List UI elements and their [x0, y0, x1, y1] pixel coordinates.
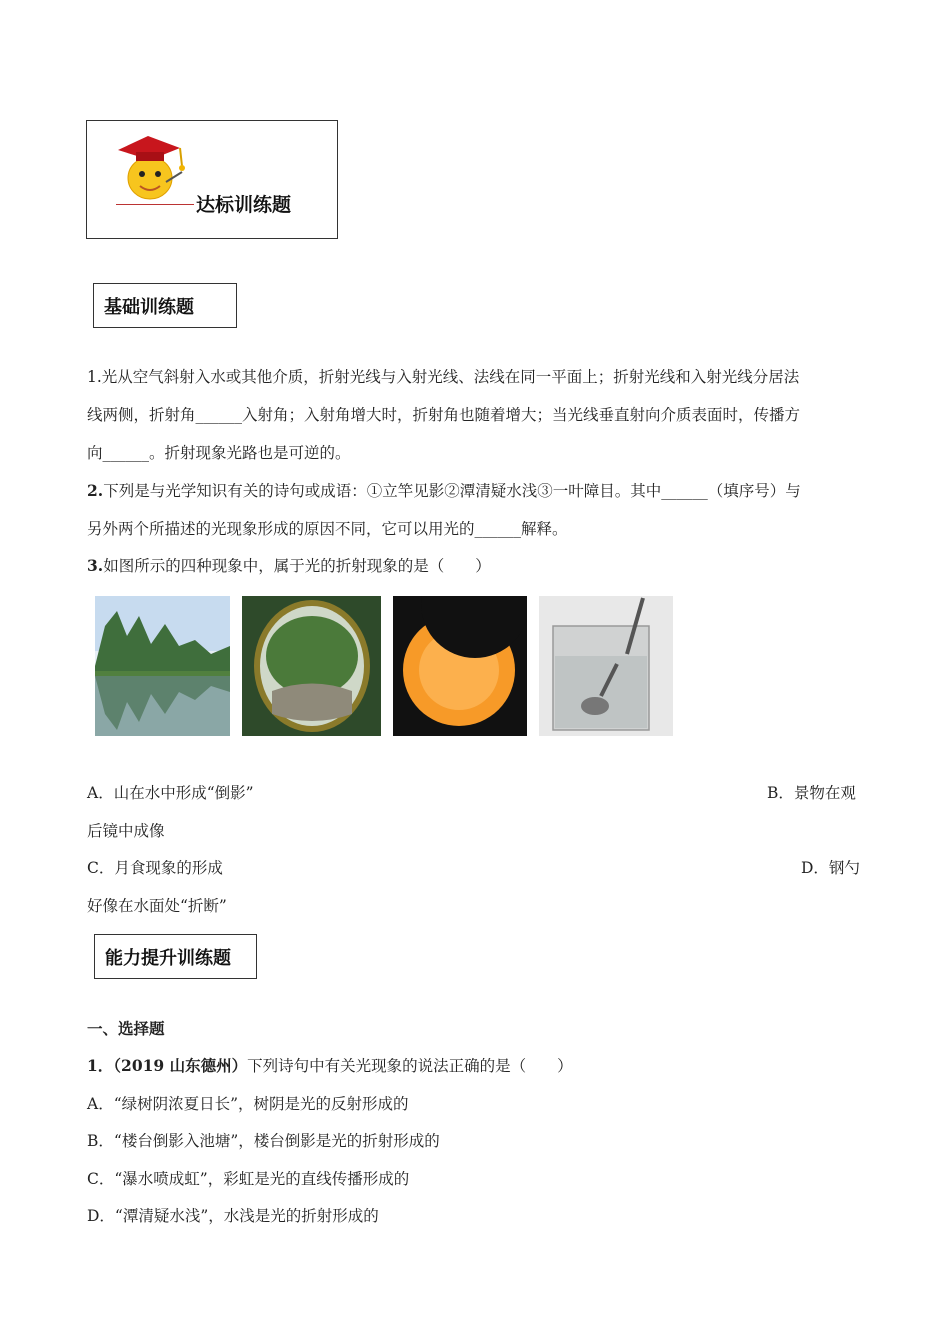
part1-heading: 一、选择题 [87, 1019, 165, 1038]
section-basic-title: 基础训练题 [93, 283, 237, 328]
q3-number: 3. [87, 556, 104, 575]
banner-title: 达标训练题 [196, 194, 292, 216]
q3-stem [87, 556, 491, 576]
part1-q1-option-b: B．“楼台倒影入池塘”，楼台倒影是光的折射形成的 [87, 1132, 440, 1150]
q3-option-a: A．山在水中形成“倒影” [87, 784, 254, 802]
q2-text: 下列是与光学知识有关的诗句或成语：①立竿见影②潭清疑水浅③一叶障目。其中______（填序号）与 [103, 482, 801, 500]
photo-eclipse [393, 596, 527, 736]
part1-q1-option-c: C．“瀑水喷成虹”，彩虹是光的直线传播形成的 [87, 1170, 410, 1188]
q1-line-1: 1.光从空气斜射入水或其他介质，折射光线与入射光线、法线在同一平面上；折射光线和入射光线分居法 [87, 368, 800, 386]
part1-q1-stem [87, 1056, 573, 1076]
q2-line-1 [87, 481, 801, 501]
section-advanced-title: 能力提升训练题 [94, 934, 257, 979]
part1-q1-text: 下列诗句中有关光现象的说法正确的是（ ） [247, 1057, 573, 1075]
part1-q1-number: 1． [87, 1056, 114, 1075]
banner-underline [116, 204, 194, 205]
q3-option-c: C．月食现象的形成 [87, 859, 223, 877]
q2-number: 2. [87, 481, 104, 500]
part1-q1-source: （2019 山东德州） [113, 1056, 248, 1075]
q1-line-3: 向______。折射现象光路也是可逆的。 [87, 444, 351, 462]
q3-stem-text: 如图所示的四种现象中，属于光的折射现象的是（ ） [103, 557, 491, 575]
q3-option-d: D．钢勺 [801, 859, 860, 877]
part1-q1-option-a: A．“绿树阴浓夏日长”，树阴是光的反射形成的 [87, 1095, 409, 1113]
q3-option-b: B．景物在观 [767, 784, 856, 802]
part1-q1-option-d: D．“潭清疑水浅”，水浅是光的折射形成的 [87, 1207, 379, 1225]
photo-mountain-reflection [95, 596, 230, 736]
q3-option-b-continued: 后镜中成像 [87, 822, 165, 840]
photo-spoon-in-glass [539, 596, 673, 736]
cartoon-mascot-icon [108, 128, 188, 206]
q3-option-d-continued: 好像在水面处“折断” [87, 897, 227, 915]
photo-rearview-mirror [242, 596, 381, 736]
q2-line-2: 另外两个所描述的光现象形成的原因不同，它可以用光的______解释。 [87, 520, 568, 538]
q1-line-2: 线两侧，折射角______入射角；入射角增大时，折射角也随着增大；当光线垂直射向介质表面时，传播方 [87, 406, 801, 424]
